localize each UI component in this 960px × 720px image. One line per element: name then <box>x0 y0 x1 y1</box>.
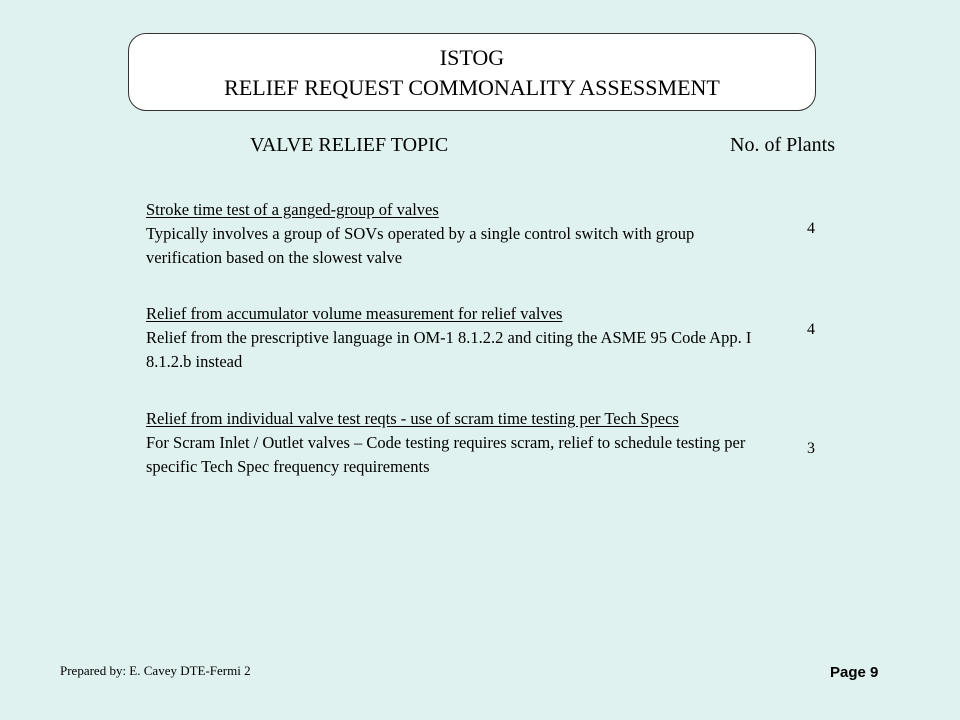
relief-item-2 <box>146 302 766 374</box>
column-header-topic: VALVE RELIEF TOPIC <box>250 134 449 156</box>
relief-item-1 <box>146 198 766 270</box>
page-number: Page 9 <box>830 664 879 681</box>
relief-item-topic: Relief from individual valve test reqts - use of scram time testing per Tech Specs <box>146 409 679 428</box>
relief-item-description: Typically involves a group of SOVs operated by a single control switch with group verification based on the slowest valve <box>146 224 695 267</box>
plant-count-2: 4 <box>807 321 815 338</box>
plant-count-3: 3 <box>807 440 815 457</box>
title-box <box>128 33 816 111</box>
relief-item-description: For Scram Inlet / Outlet valves – Code testing requires scram, relief to schedule testing per specific Tech Spec frequency requirements <box>146 433 746 476</box>
title-line-1: ISTOG <box>439 45 505 70</box>
prepared-by: Prepared by: E. Cavey DTE-Fermi 2 <box>60 663 251 678</box>
plant-count-1: 4 <box>807 220 815 237</box>
title-line-2: RELIEF REQUEST COMMONALITY ASSESSMENT <box>224 75 720 100</box>
relief-item-topic: Relief from accumulator volume measurement for relief valves <box>146 304 563 323</box>
relief-item-topic: Stroke time test of a ganged-group of valves <box>146 200 439 219</box>
relief-item-description: Relief from the prescriptive language in OM-1 8.1.2.2 and citing the ASME 95 Code App. I 8.1.2.b instead <box>146 328 752 371</box>
relief-item-3 <box>146 407 766 479</box>
column-header-plants: No. of Plants <box>730 134 835 156</box>
